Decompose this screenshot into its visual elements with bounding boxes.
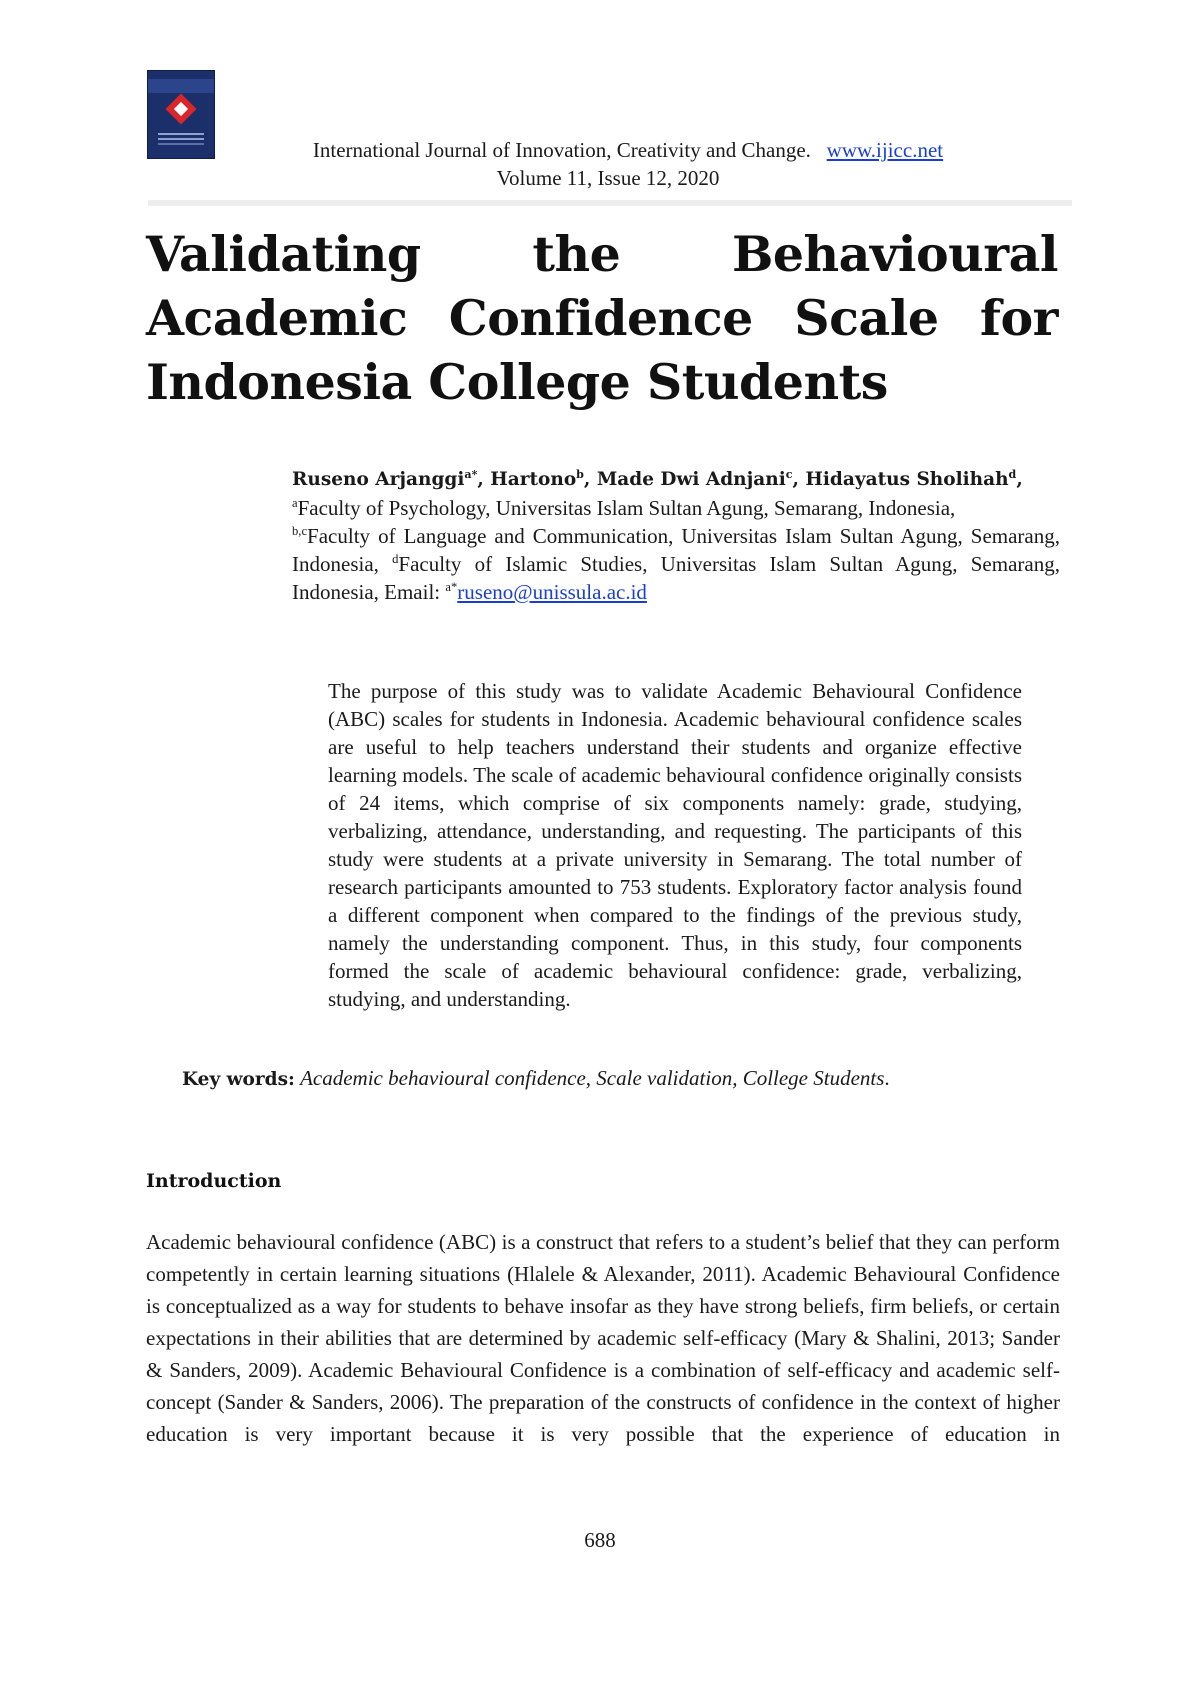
- author-name: Hidayatus Sholihah: [805, 469, 1009, 490]
- page-number: 688: [584, 1528, 616, 1552]
- cover-band: [148, 79, 214, 93]
- section-heading-introduction: Introduction: [146, 1170, 282, 1192]
- cover-text-lines: [158, 133, 204, 135]
- author-email-link[interactable]: ruseno@unissula.ac.id: [457, 580, 647, 604]
- affiliation-text: Faculty of Psychology, Universitas Islam Sultan Agung, Semarang, Indonesia,: [297, 496, 956, 520]
- author-mark: a*: [464, 467, 478, 481]
- journal-header-line: [148, 137, 1068, 163]
- journal-name: International Journal of Innovation, Creativity and Change.: [312, 138, 811, 162]
- affiliation-text: Faculty of Islamic Studies, Universitas Islam Sultan Agung, Semarang, Indonesia, Email:: [292, 552, 1060, 604]
- authors-affiliations: [292, 466, 1060, 606]
- author-name: Made Dwi Adnjani: [596, 469, 786, 490]
- journal-url-link[interactable]: www.ijicc.net: [826, 138, 944, 162]
- keywords-label: Key words:: [182, 1069, 295, 1090]
- header-divider: [148, 200, 1072, 206]
- author-mark: c: [785, 467, 793, 481]
- email-mark: a*: [445, 580, 458, 594]
- affiliation-bcd: [292, 522, 1060, 606]
- introduction-paragraph: Academic behavioural confidence (ABC) is a construct that refers to a student’s belief that they can perform competently in certain learning situations (Hlalele & Alexander, 2011). Academic Behavioural Confidence is conceptualized as a way for students to behave insofar as they have strong beliefs, firm beliefs, or certain expectations in their abilities that are determined by academic self-efficacy (Mary & Shalini, 2013; Sander & Sanders, 2009). Academic Behavioural Confidence is a combination of self-efficacy and academic self-concept (Sander & Sanders, 2006). The preparation of the constructs of confidence in the context of higher education is very important because it is very possible that the experience of education in: [146, 1230, 1060, 1446]
- paper-title: Validating the Behavioural Academic Confidence Scale for Indonesia College Students: [146, 225, 1058, 411]
- author-mark: d: [1008, 467, 1017, 481]
- keywords-values: Academic behavioural confidence, Scale validation, College Students: [300, 1066, 885, 1090]
- author-name: Hartono: [490, 469, 577, 490]
- author-name: Ruseno Arjanggi: [292, 469, 465, 490]
- author-list: Ruseno Arjanggi$^{a*}$, Hartono$^b$, Made Dwi Adnjani$^c$, Hidayatus Sholihah$^d$,: [292, 467, 1023, 490]
- affiliation-mark: b,c: [292, 524, 308, 538]
- cover-logo-inner: [174, 102, 188, 116]
- cover-logo-diamond: [165, 93, 196, 124]
- abstract-text: The purpose of this study was to validate Academic Behavioural Confidence (ABC) scales for students in Indonesia. Academic behavioural confidence scales are useful to help teachers understand their students and organize effective learning models. The scale of academic behavioural confidence originally consists of 24 items, which comprise of six components namely: grade, studying, verbalizing, attendance, understanding, and requesting. The participants of this study were students at a private university in Semarang. The total number of research participants amounted to 753 students. Exploratory factor analysis found a different component when compared to the findings of the previous study, namely the understanding component. Thus, in this study, four components formed the scale of academic behavioural confidence: grade, verbalizing, studying, and understanding.: [328, 679, 1022, 1011]
- keywords-line: Key words: Academic behavioural confidence, Scale validation, College Students.: [182, 1066, 890, 1090]
- affiliation-mark: d: [392, 552, 399, 566]
- volume-issue: Volume 11, Issue 12, 2020: [496, 166, 720, 190]
- affiliation-mark: a: [292, 496, 298, 510]
- author-mark: b: [576, 467, 584, 481]
- affiliation-a: [292, 494, 1060, 522]
- affiliation-text: Faculty of Language and Communication, Universitas Islam Sultan Agung, Semarang, Indonesia,: [292, 524, 1060, 576]
